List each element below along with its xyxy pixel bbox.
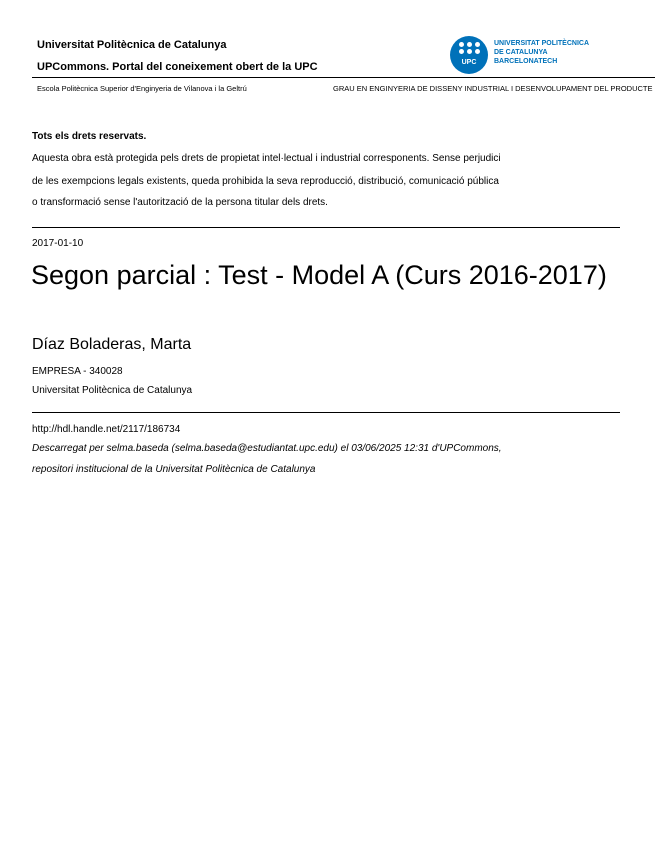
portal-name: UPCommons. Portal del coneixement obert de la UPC: [37, 61, 318, 73]
download-notice-line: repositori institucional de la Universitat Politècnica de Catalunya: [32, 464, 316, 475]
upc-logo-wordmark: [494, 39, 589, 66]
rights-line: Aquesta obra està protegida pels drets de propietat intel·lectual i industrial corresponents. Sense perjudici: [32, 153, 501, 164]
upc-logo-mark-text: UPC: [461, 59, 477, 66]
author-name: Díaz Boladeras, Marta: [32, 336, 192, 353]
upc-logo-mark: [450, 36, 488, 74]
logo-line-2: DE CATALUNYA: [494, 49, 548, 56]
document-title: Segon parcial : Test - Model A (Curs 2016-2017): [31, 260, 607, 290]
download-notice-line: Descarregat per selma.baseda (selma.baseda@estudiantat.upc.edu) el 03/06/2025 12:31 d'UPCommons,: [32, 443, 502, 454]
rights-divider: [32, 227, 620, 228]
school-name: Escola Politècnica Superior d'Enginyeria de Vilanova i la Geltrú: [37, 84, 247, 93]
upc-logo: [450, 36, 630, 76]
upc-dots-icon: [459, 42, 481, 58]
record-date: 2017-01-10: [32, 238, 84, 249]
rights-title: Tots els drets reservats.: [32, 131, 147, 142]
university-name: Universitat Politècnica de Catalunya: [37, 39, 227, 51]
header-divider: [32, 77, 655, 78]
degree-name: GRAU EN ENGINYERIA DE DISSENY INDUSTRIAL I DESENVOLUPAMENT DEL PRODUCTE: [333, 84, 653, 93]
handle-link[interactable]: http://hdl.handle.net/2117/186734: [32, 424, 181, 435]
record-divider: [32, 412, 620, 413]
logo-line-1: UNIVERSITAT POLITÈCNICA: [494, 40, 590, 47]
department: EMPRESA - 340028: [32, 366, 123, 377]
institution: Universitat Politècnica de Catalunya: [32, 385, 193, 396]
logo-line-3: BARCELONATECH: [494, 58, 558, 65]
rights-line: o transformació sense l'autorització de la persona titular dels drets.: [32, 197, 328, 208]
rights-line: de les exempcions legals existents, queda prohibida la seva reproducció, distribució, comunicació pública: [32, 176, 499, 187]
